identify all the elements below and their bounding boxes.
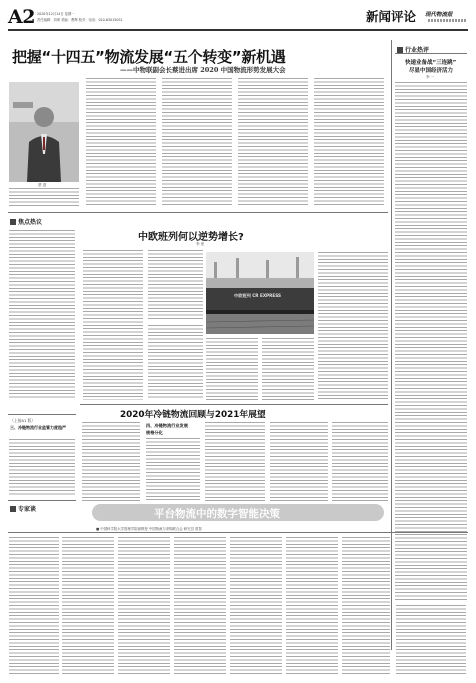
cold-chain-author-note: （上接A1 版） xyxy=(10,418,36,423)
sidebar-text xyxy=(395,82,467,602)
date-line-2: 责任编辑：刘翠 美编：曹辉 校对：电话：010-63015051 xyxy=(37,18,123,22)
cold-chain-mid-title: 四、冷链物流行业发展 xyxy=(146,423,188,428)
lead-text-col-4 xyxy=(314,78,384,206)
portrait-caption: 蔡 进 xyxy=(38,183,47,187)
paper-name: 现代物流报 xyxy=(425,12,453,18)
lead-text-col-2 xyxy=(162,78,232,206)
masthead-rule xyxy=(8,29,468,31)
section-marker-icon xyxy=(10,506,16,512)
crb-byline: 李 里 xyxy=(196,242,205,246)
cold-chain-headline: 2020年冷链物流回顾与2021年展望 xyxy=(120,410,266,420)
train-photo xyxy=(206,252,314,334)
lead-text-col-1 xyxy=(86,78,156,206)
paper-subline xyxy=(428,19,466,22)
portrait-photo xyxy=(9,82,79,182)
sidebar-byline: 李 一 xyxy=(426,75,435,79)
lead-headline: 把握“十四五”物流发展“五个转变”新机遇 xyxy=(12,48,286,66)
section-marker-icon xyxy=(397,47,403,53)
cold-chain-side-title: 三、冷链物流行业监管力度趋严 xyxy=(10,425,66,430)
section-title: 新闻评论 xyxy=(366,9,417,24)
sidebar-headline-2: 尽显中国经济活力 xyxy=(409,68,454,74)
sidebar-label: 行业热评 xyxy=(397,45,429,54)
lead-subhead: ——中物联副会长蔡进出席 2020 中国物流形势发展大会 xyxy=(120,66,286,74)
page-label: A2 xyxy=(8,6,35,28)
bottom-headline: 平台物流中的数字智能决策 xyxy=(154,508,280,520)
section-marker-icon xyxy=(10,219,16,225)
train-text: 中欧班列 CR EXPRESS xyxy=(234,293,282,298)
sidebar-headline-1: 快递业备战“三连跳” xyxy=(405,60,457,66)
bottom-byline: ■ 中国科学院大学管理学院副教授 中国物流与采购联合会 研究员 曾智 xyxy=(96,527,202,531)
experts-label: 专家谈 xyxy=(10,504,36,513)
cold-chain-mid-subtitle: 规格分化 xyxy=(146,430,163,435)
lead-text-col-3 xyxy=(238,78,308,206)
date-line-1: 2020年12月14日 星期一 xyxy=(37,12,75,16)
focus-label: 焦点热议 xyxy=(10,217,42,226)
crb-headline: 中欧班列何以逆势增长? xyxy=(138,232,244,243)
